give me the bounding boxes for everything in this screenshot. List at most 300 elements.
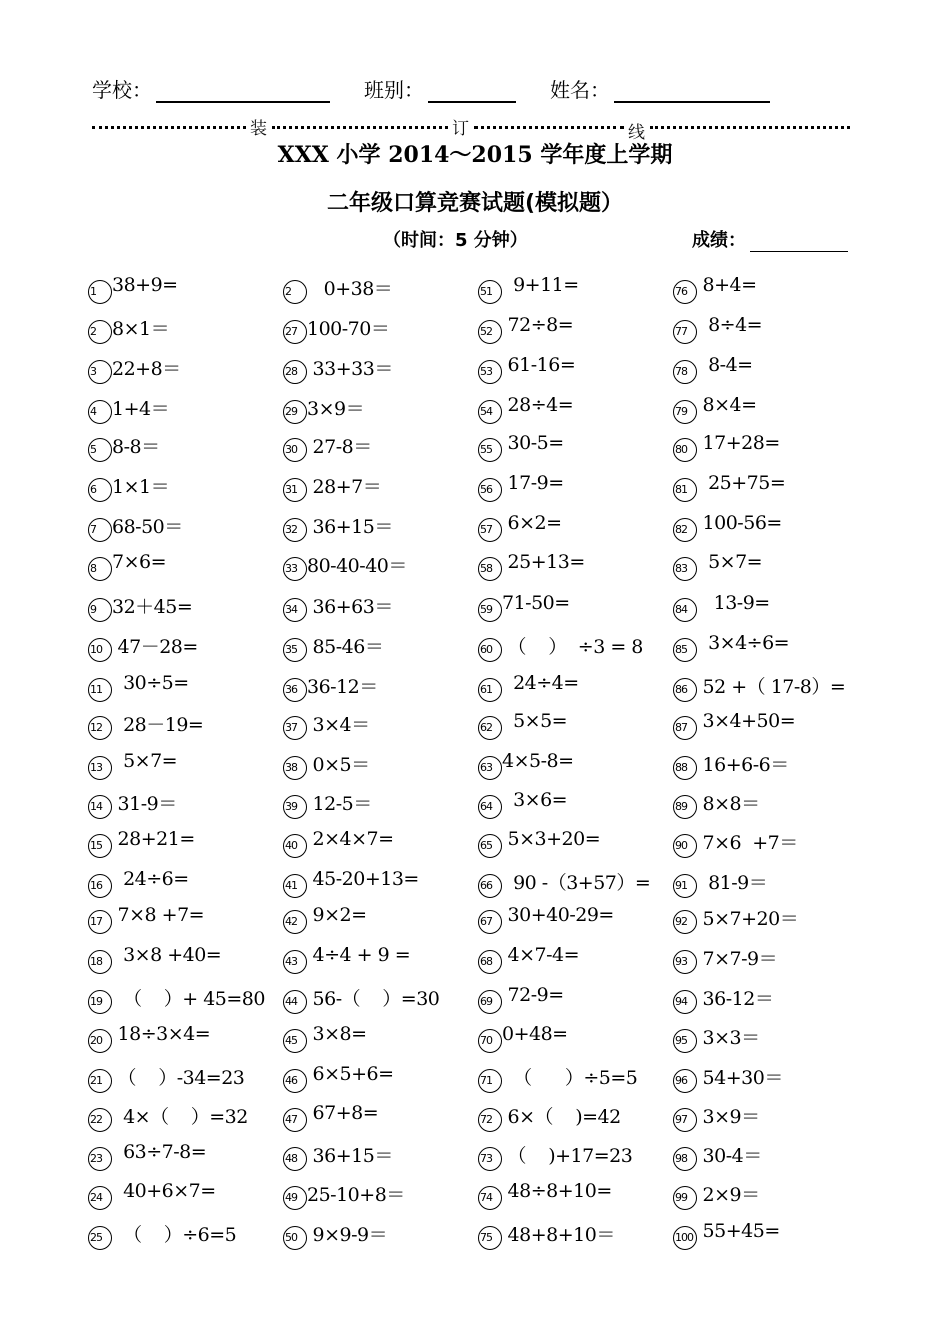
question-item	[283, 824, 473, 860]
question-expression: 61-16=	[502, 354, 576, 376]
question-expression: 3×4＝	[307, 714, 370, 736]
question-expression: 36+15＝	[307, 1145, 393, 1167]
question-item	[673, 1098, 863, 1134]
question-expression: 47－28=	[112, 636, 198, 658]
question-number: 61	[478, 678, 502, 702]
question-number: 82	[673, 518, 697, 542]
question-number: 45	[283, 1029, 307, 1053]
question-number: 6	[88, 478, 112, 502]
question-expression: 52 +（ 17-8）=	[697, 676, 846, 698]
name-label: 姓名：	[550, 78, 610, 102]
question-expression: 4×5-8=	[502, 750, 574, 772]
question-number: 21	[88, 1069, 112, 1093]
question-expression: 63÷7-8=	[112, 1141, 207, 1163]
cutline-char-2: 订	[452, 119, 469, 139]
question-item	[283, 310, 473, 346]
question-expression: 72-9=	[502, 984, 564, 1006]
question-number: 17	[88, 910, 112, 934]
question-number: 15	[88, 834, 112, 858]
question-item	[88, 350, 278, 386]
student-info-header	[92, 74, 862, 106]
question-number: 70	[478, 1029, 502, 1053]
dotted-line	[650, 126, 850, 129]
question-expression: 16+6-6＝	[697, 754, 789, 776]
school-field	[92, 74, 330, 103]
school-label: 学校：	[92, 78, 152, 102]
question-number: 20	[88, 1029, 112, 1053]
question-item	[88, 1216, 278, 1252]
question-number: 22	[88, 1108, 112, 1132]
question-grid	[0, 270, 950, 1270]
question-number: 2	[283, 280, 307, 304]
question-expression: 9×9-9＝	[307, 1224, 388, 1246]
question-item	[88, 1137, 278, 1173]
question-item	[673, 350, 863, 386]
question-item	[88, 428, 278, 464]
question-expression: 36+15＝	[307, 516, 393, 538]
question-expression: （ ）÷5=5	[502, 1067, 638, 1089]
question-item	[283, 900, 473, 936]
question-expression: 40+6×7=	[112, 1180, 216, 1202]
question-expression: 54+30＝	[697, 1067, 783, 1089]
question-expression: 55+45=	[697, 1220, 780, 1242]
question-item	[673, 785, 863, 821]
question-item	[673, 706, 863, 742]
question-expression: 81-9＝	[697, 872, 768, 894]
question-number: 24	[88, 1186, 112, 1210]
question-number: 57	[478, 518, 502, 542]
question-number: 42	[283, 910, 307, 934]
question-item	[478, 390, 668, 426]
question-expression: 80-40-40＝	[307, 555, 407, 577]
question-expression: 17+28=	[697, 432, 780, 454]
question-number: 9	[88, 598, 112, 622]
question-number: 47	[283, 1108, 307, 1132]
question-number: 76	[673, 280, 697, 304]
question-item	[478, 310, 668, 346]
question-number: 37	[283, 716, 307, 740]
question-item	[673, 1019, 863, 1055]
question-expression: 25-10+8＝	[307, 1184, 405, 1206]
question-expression: 31-9＝	[112, 793, 177, 815]
question-expression: 68-50＝	[112, 516, 183, 538]
question-expression: 36+63＝	[307, 596, 393, 618]
question-item	[283, 547, 473, 583]
question-item	[88, 864, 278, 900]
question-expression: 4÷4 + 9 =	[307, 944, 411, 966]
question-item	[88, 628, 278, 664]
question-item	[673, 900, 863, 936]
question-number: 77	[673, 320, 697, 344]
question-item	[283, 668, 473, 704]
time-note: （时间：5 分钟）	[383, 230, 528, 251]
question-expression: 5×3+20=	[502, 828, 601, 850]
question-number: 90	[673, 834, 697, 858]
question-expression: 7×7-9＝	[697, 948, 778, 970]
question-expression: 90 -（3+57）=	[502, 872, 651, 894]
question-expression: 2×9＝	[697, 1184, 760, 1206]
question-number: 87	[673, 716, 697, 740]
question-expression: 30-4＝	[697, 1145, 762, 1167]
question-expression: 30+40-29=	[502, 904, 614, 926]
question-expression: 33+33＝	[307, 358, 393, 380]
question-expression: 24÷4=	[502, 672, 579, 694]
question-expression: 5×7+20＝	[697, 908, 799, 930]
question-number: 35	[283, 638, 307, 662]
question-number: 72	[478, 1108, 502, 1132]
question-expression: 28÷4=	[502, 394, 574, 416]
question-expression: 3×9＝	[697, 1106, 760, 1128]
question-expression: 71-50=	[502, 592, 570, 614]
question-item	[88, 940, 278, 976]
score-field	[692, 226, 848, 252]
question-number: 8	[88, 557, 112, 581]
school-blank[interactable]	[156, 79, 330, 103]
question-number: 16	[88, 874, 112, 898]
question-number: 41	[283, 874, 307, 898]
question-expression: 30÷5=	[112, 672, 189, 694]
question-expression: 12-5＝	[307, 793, 372, 815]
question-item	[478, 1059, 668, 1095]
question-expression: 3×8=	[307, 1023, 367, 1045]
question-number: 1	[88, 280, 112, 304]
question-number: 69	[478, 990, 502, 1014]
question-item	[478, 706, 668, 742]
question-expression: 9+11=	[502, 274, 579, 296]
question-item	[478, 746, 668, 782]
question-expression: 36-12＝	[697, 988, 774, 1010]
question-number: 10	[88, 638, 112, 662]
question-expression: 100-70＝	[307, 318, 390, 340]
question-item	[478, 428, 668, 464]
question-expression: 38+9=	[112, 274, 178, 296]
question-number: 51	[478, 280, 502, 304]
question-item	[478, 1176, 668, 1212]
page-subtitle: 二年级口算竞赛试题(模拟题）	[326, 191, 624, 216]
question-number: 32	[283, 518, 307, 542]
question-expression: 0×5＝	[307, 754, 370, 776]
question-item	[478, 350, 668, 386]
question-expression: 30-5=	[502, 432, 564, 454]
question-number: 88	[673, 756, 697, 780]
question-item	[673, 824, 863, 860]
question-number: 33	[283, 557, 307, 581]
question-number: 84	[673, 598, 697, 622]
question-expression: 85-46＝	[307, 636, 384, 658]
question-expression: 22+8＝	[112, 358, 181, 380]
question-item	[283, 980, 473, 1016]
cutline-char-3: 线	[628, 123, 645, 143]
question-number: 96	[673, 1069, 697, 1093]
question-item	[673, 310, 863, 346]
question-item	[673, 428, 863, 464]
question-item	[88, 588, 278, 624]
question-number: 98	[673, 1147, 697, 1171]
question-number: 65	[478, 834, 502, 858]
question-item	[283, 588, 473, 624]
question-number: 93	[673, 950, 697, 974]
question-item	[283, 428, 473, 464]
question-item	[88, 508, 278, 544]
question-expression: 3×3＝	[697, 1027, 760, 1049]
question-item	[88, 547, 278, 583]
question-item	[478, 1019, 668, 1055]
question-item	[283, 508, 473, 544]
question-item	[478, 628, 668, 664]
question-item	[478, 864, 668, 900]
cutline-char-1: 装	[250, 119, 267, 139]
question-expression: 8×8＝	[697, 793, 760, 815]
question-item	[88, 1176, 278, 1212]
question-expression: （ ） ÷3 = 8	[502, 636, 643, 658]
question-number: 43	[283, 950, 307, 974]
question-item	[88, 668, 278, 704]
question-number: 7	[88, 518, 112, 542]
question-item	[283, 1216, 473, 1252]
question-number: 86	[673, 678, 697, 702]
question-item	[283, 1137, 473, 1173]
question-number: 18	[88, 950, 112, 974]
question-item	[283, 468, 473, 504]
question-expression: 2×4×7=	[307, 828, 394, 850]
score-label: 成绩：	[692, 230, 746, 251]
question-number: 78	[673, 360, 697, 384]
question-expression: 3×4+50=	[697, 710, 796, 732]
question-item	[88, 746, 278, 782]
question-expression: 36-12＝	[307, 676, 378, 698]
question-expression: 8×4=	[697, 394, 757, 416]
question-number: 92	[673, 910, 697, 934]
question-expression: 4×（ ）=32	[112, 1106, 248, 1128]
question-number: 68	[478, 950, 502, 974]
class-label: 班别：	[364, 78, 424, 102]
question-item	[88, 980, 278, 1016]
question-expression: 7×6 +7＝	[697, 832, 798, 854]
question-expression: 6×5+6=	[307, 1063, 394, 1085]
question-expression: 0+48=	[502, 1023, 568, 1045]
question-expression: 3×4÷6=	[697, 632, 790, 654]
question-number: 83	[673, 557, 697, 581]
question-item	[478, 468, 668, 504]
question-number: 81	[673, 478, 697, 502]
question-item	[283, 350, 473, 386]
question-expression: 28+21=	[112, 828, 195, 850]
question-number: 73	[478, 1147, 502, 1171]
question-item	[283, 628, 473, 664]
question-number: 36	[283, 678, 307, 702]
question-number: 63	[478, 756, 502, 780]
question-item	[673, 508, 863, 544]
question-number: 100	[673, 1226, 697, 1250]
question-item	[673, 628, 863, 664]
question-item	[478, 668, 668, 704]
question-expression: 32＋45=	[112, 596, 193, 618]
question-expression: 9×2=	[307, 904, 367, 926]
question-expression: 6×（ )=42	[502, 1106, 621, 1128]
question-expression: （ )+17=23	[502, 1145, 633, 1167]
question-number: 52	[478, 320, 502, 344]
question-item	[673, 270, 863, 306]
dotted-line	[92, 126, 246, 129]
question-item	[283, 746, 473, 782]
question-number: 48	[283, 1147, 307, 1171]
question-item	[673, 668, 863, 704]
question-number: 62	[478, 716, 502, 740]
question-number: 49	[283, 1186, 307, 1210]
question-expression: 3×6=	[502, 789, 568, 811]
dotted-line	[474, 126, 624, 129]
question-expression: 72÷8=	[502, 314, 574, 336]
question-expression: 8-4=	[697, 354, 753, 376]
question-number: 80	[673, 438, 697, 462]
question-number: 99	[673, 1186, 697, 1210]
question-item	[673, 1216, 863, 1252]
class-blank[interactable]	[428, 79, 516, 103]
question-expression: 3×9＝	[307, 398, 365, 420]
question-number: 60	[478, 638, 502, 662]
question-item	[673, 746, 863, 782]
question-item	[478, 588, 668, 624]
question-item	[88, 1019, 278, 1055]
question-expression: 100-56=	[697, 512, 782, 534]
question-number: 12	[88, 716, 112, 740]
question-item	[673, 468, 863, 504]
question-expression: 5×7=	[112, 750, 178, 772]
question-item	[88, 785, 278, 821]
question-item	[283, 706, 473, 742]
question-expression: 5×5=	[502, 710, 568, 732]
question-number: 5	[88, 438, 112, 462]
name-field	[550, 74, 770, 103]
question-number: 53	[478, 360, 502, 384]
question-item	[283, 1059, 473, 1095]
question-number: 66	[478, 874, 502, 898]
question-number: 79	[673, 400, 697, 424]
question-number: 50	[283, 1226, 307, 1250]
question-expression: 7×6=	[112, 551, 167, 573]
question-number: 54	[478, 400, 502, 424]
question-number: 29	[283, 400, 307, 424]
question-number: 44	[283, 990, 307, 1014]
question-number: 46	[283, 1069, 307, 1093]
page-title: XXX 小学 2014～2015 学年度上学期	[277, 142, 673, 168]
question-item	[478, 900, 668, 936]
question-number: 38	[283, 756, 307, 780]
question-item	[283, 390, 473, 426]
question-number: 30	[283, 438, 307, 462]
question-number: 85	[673, 638, 697, 662]
question-item	[673, 1137, 863, 1173]
name-blank[interactable]	[614, 79, 770, 103]
question-expression: 28－19=	[112, 714, 204, 736]
question-expression: 8÷4=	[697, 314, 763, 336]
question-number: 11	[88, 678, 112, 702]
question-number: 64	[478, 795, 502, 819]
question-expression: 13-9=	[697, 592, 770, 614]
question-number: 71	[478, 1069, 502, 1093]
question-number: 23	[88, 1147, 112, 1171]
question-number: 95	[673, 1029, 697, 1053]
question-number: 13	[88, 756, 112, 780]
question-expression: 18÷3×4=	[112, 1023, 211, 1045]
question-item	[478, 270, 668, 306]
score-blank[interactable]	[750, 231, 848, 252]
question-number: 59	[478, 598, 502, 622]
question-expression: 27-8＝	[307, 436, 372, 458]
question-item	[478, 980, 668, 1016]
question-expression: 24÷6=	[112, 868, 189, 890]
question-number: 2	[88, 320, 112, 344]
question-number: 25	[88, 1226, 112, 1250]
question-item	[88, 270, 278, 306]
question-expression: 48+8+10＝	[502, 1224, 615, 1246]
question-item	[283, 1176, 473, 1212]
question-item	[88, 310, 278, 346]
question-item	[478, 1098, 668, 1134]
question-number: 56	[478, 478, 502, 502]
question-number: 58	[478, 557, 502, 581]
question-expression: （ ）÷6=5	[112, 1224, 237, 1246]
question-item	[283, 1019, 473, 1055]
question-expression: 4×7-4=	[502, 944, 580, 966]
question-number: 39	[283, 795, 307, 819]
question-item	[673, 390, 863, 426]
question-number: 94	[673, 990, 697, 1014]
question-number: 14	[88, 795, 112, 819]
question-item	[478, 785, 668, 821]
question-expression: 7×8 +7=	[112, 904, 205, 926]
question-expression: 1+4＝	[112, 398, 170, 420]
question-item	[673, 864, 863, 900]
question-expression: 56-（ ）=30	[307, 988, 440, 1010]
question-number: 40	[283, 834, 307, 858]
question-number: 28	[283, 360, 307, 384]
question-number: 55	[478, 438, 502, 462]
question-expression: 1×1＝	[112, 476, 170, 498]
question-expression: 25+75=	[697, 472, 786, 494]
question-expression: 17-9=	[502, 472, 564, 494]
question-item	[478, 940, 668, 976]
question-expression: 28+7＝	[307, 476, 382, 498]
question-number: 67	[478, 910, 502, 934]
question-expression: （ ）+ 45=80	[112, 988, 265, 1010]
question-item	[478, 508, 668, 544]
question-number: 97	[673, 1108, 697, 1132]
question-item	[673, 588, 863, 624]
question-number: 3	[88, 360, 112, 384]
question-expression: 45-20+13=	[307, 868, 419, 890]
dotted-line	[272, 126, 448, 129]
question-item	[478, 824, 668, 860]
question-expression: 3×8 +40=	[112, 944, 222, 966]
question-number: 34	[283, 598, 307, 622]
question-number: 74	[478, 1186, 502, 1210]
question-number: 19	[88, 990, 112, 1014]
question-number: 27	[283, 320, 307, 344]
question-expression: 0+38＝	[307, 278, 393, 300]
question-item	[283, 1098, 473, 1134]
question-number: 31	[283, 478, 307, 502]
question-item	[88, 468, 278, 504]
question-item	[673, 1059, 863, 1095]
question-number: 75	[478, 1226, 502, 1250]
question-item	[88, 824, 278, 860]
question-item	[478, 1137, 668, 1173]
class-field	[364, 74, 516, 103]
question-expression: 8×1＝	[112, 318, 170, 340]
question-item	[283, 270, 473, 306]
question-expression: 8+4=	[697, 274, 757, 296]
